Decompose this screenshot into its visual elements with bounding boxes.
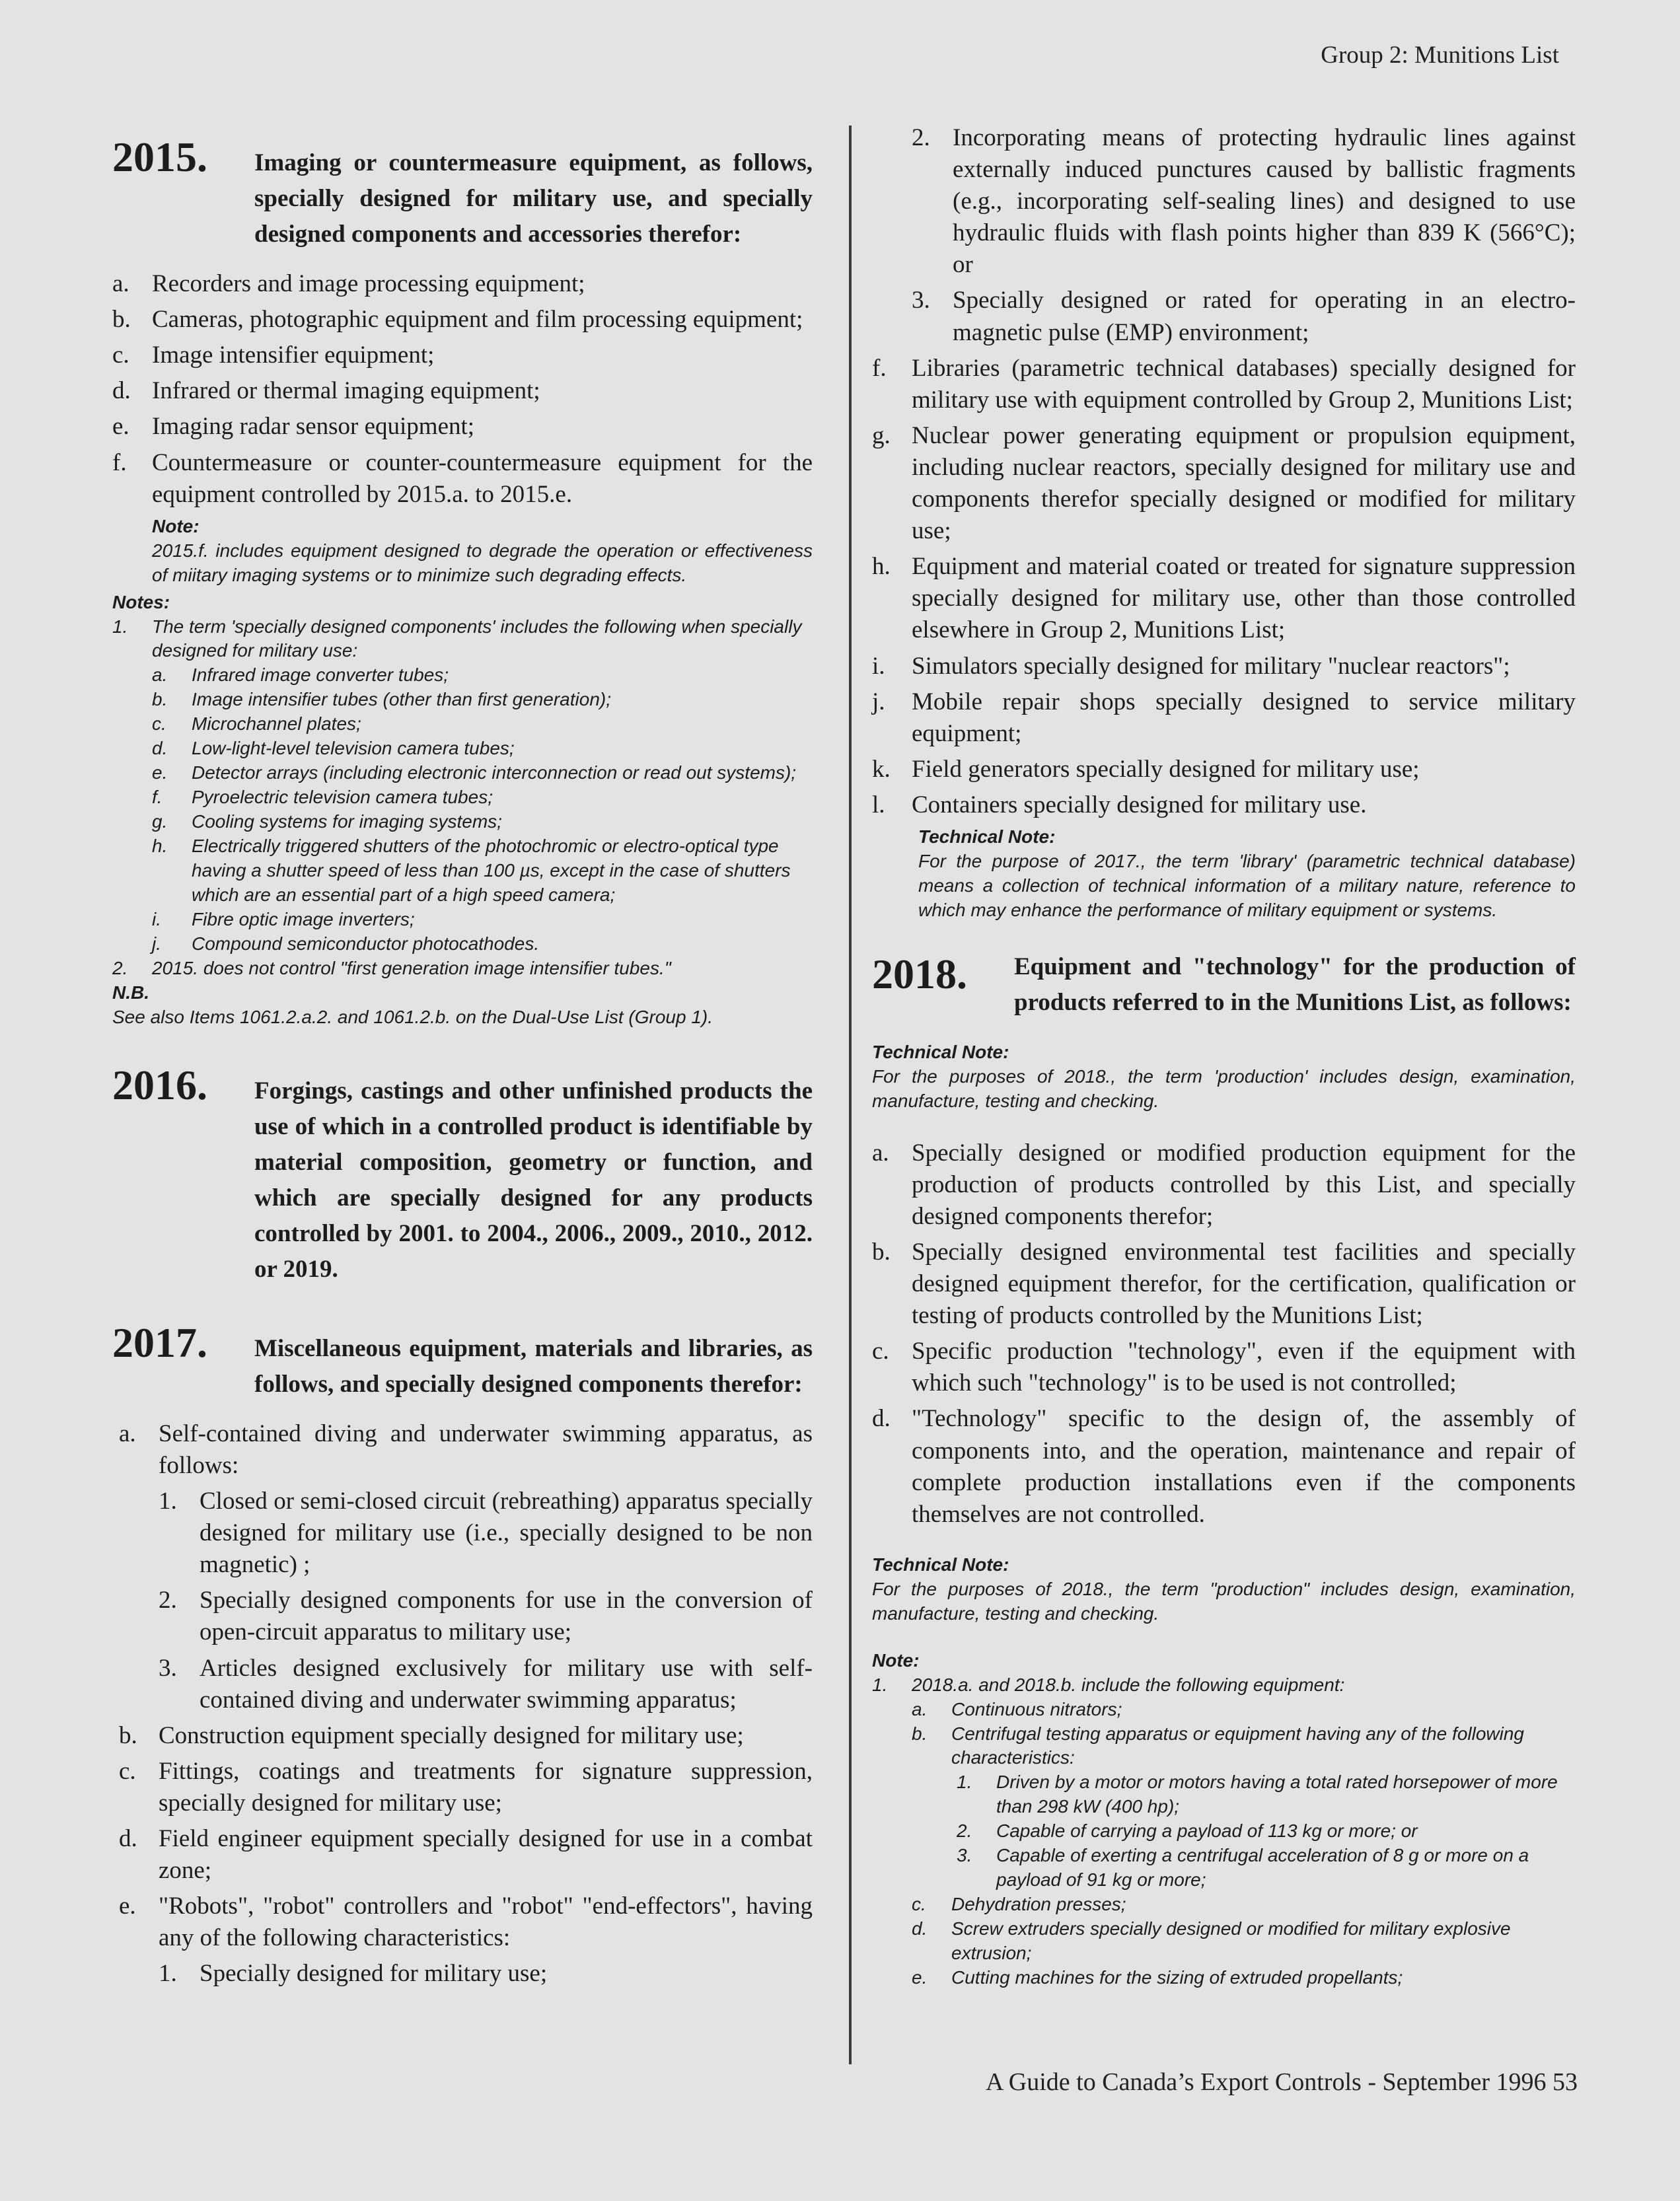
note-label: e. — [152, 762, 168, 783]
list-item — [872, 1137, 1576, 1233]
note-subitem — [112, 834, 813, 908]
item-label: i. — [872, 652, 885, 680]
list-item — [872, 789, 1576, 821]
nb-2015 — [112, 981, 813, 1030]
note-subitem — [112, 810, 813, 834]
list-item — [872, 651, 1576, 682]
note-2015f — [112, 515, 813, 588]
note-text: Centrifugal testing apparatus or equipment having any of the following characteristics: — [951, 1723, 1524, 1768]
item-label: d. — [112, 377, 131, 405]
note-subitem — [112, 737, 813, 761]
note-label: d. — [912, 1918, 928, 1939]
left-column — [112, 132, 813, 1994]
note-label: i. — [152, 908, 161, 929]
note-subsubitem — [872, 1770, 1576, 1819]
note-label: a. — [152, 665, 168, 686]
item-text: Recorders and image processing equipment; — [152, 270, 585, 298]
list-item — [872, 420, 1576, 547]
item-text: Specific production "technology", even if the equipment with which such "technology" is to be used is not controlled; — [912, 1338, 1576, 1397]
item-label: 1. — [159, 1488, 177, 1515]
note-text: Compound semiconductor photocathodes. — [192, 933, 540, 954]
item-label: c. — [119, 1757, 136, 1785]
list-subitem — [872, 285, 1576, 348]
note-text: Electrically triggered shutters of the photochromic or electro-optical type having a shutter speed of less than 100 µs, except in the case of shutters which are an essential part of a high speed camera; — [192, 836, 791, 905]
note-label: e. — [912, 1967, 928, 1988]
notes-heading: Notes: — [112, 591, 170, 612]
item-text: "Technology" specific to the design of, the assembly of components into, and the operation, maintenance and repair of complete production installations even if the components themselves are not controlled. — [912, 1405, 1576, 1528]
section-number: 2018. — [872, 950, 967, 997]
item-label: j. — [872, 688, 885, 715]
note-subitem — [112, 761, 813, 785]
note-text: Fibre optic image inverters; — [192, 908, 415, 929]
note-label: h. — [152, 836, 168, 857]
item-label: 1. — [159, 1960, 177, 1988]
item-label: a. — [872, 1139, 889, 1167]
note-label: 3. — [957, 1845, 972, 1866]
list-item — [872, 1237, 1576, 1332]
item-text: Cameras, photographic equipment and film processing equipment; — [152, 306, 803, 334]
note-text: For the purposes of 2018., the term 'production' includes design, examination, manufacture, testing and checking. — [872, 1065, 1576, 1111]
section-2018-items — [872, 1137, 1576, 1531]
item-label: b. — [119, 1721, 137, 1749]
technical-note-2018-b — [872, 1553, 1576, 1626]
list-subitem — [119, 1958, 813, 1990]
note-subitem — [112, 932, 813, 956]
list-item — [119, 1823, 813, 1887]
section-2017-items — [112, 1418, 813, 1990]
technical-note-2018-a — [872, 1040, 1576, 1114]
item-text: Infrared or thermal imaging equipment; — [152, 377, 540, 405]
section-2015-heading — [112, 132, 813, 252]
note-text: Cooling systems for imaging systems; — [192, 811, 502, 832]
right-column — [872, 122, 1576, 1990]
note-label: b. — [152, 689, 168, 710]
item-text: Imaging radar sensor equipment; — [152, 413, 475, 441]
item-label: a. — [112, 270, 129, 298]
technical-note-2017 — [872, 825, 1576, 923]
note-label: d. — [152, 738, 168, 759]
notes-2015 — [112, 591, 813, 615]
note-text: 2018.a. and 2018.b. include the following equipment: — [912, 1674, 1345, 1695]
item-text: Equipment and material coated or treated for signature suppression specially designed for military use, other than those controlled elsewhere in Group 2, Munitions List; — [912, 553, 1576, 644]
note-label: 1. — [872, 1674, 888, 1695]
note-subitem — [112, 712, 813, 737]
note-label: 2. — [957, 1821, 972, 1842]
section-number: 2016. — [112, 1061, 207, 1108]
item-text: Containers specially designed for military use. — [912, 791, 1367, 818]
note-text: The term 'specially designed components' includes the following when specially designed for military use: — [152, 616, 802, 661]
note-label: j. — [152, 933, 161, 954]
list-subitem — [872, 122, 1576, 281]
note-label: c. — [912, 1894, 926, 1915]
item-text: Specially designed for military use; — [200, 1960, 548, 1988]
note-label: 1. — [957, 1772, 972, 1793]
item-text: Self-contained diving and underwater swimming apparatus, as follows: — [159, 1420, 813, 1479]
item-label: c. — [872, 1338, 889, 1365]
page-footer: A Guide to Canada’s Export Controls - September 1996 53 — [985, 2068, 1578, 2096]
note-text: For the purpose of 2017., the term 'library' (parametric technical database) means a collection of technical information of a military nature, reference to which may enhance the performance of military equipment or systems. — [918, 850, 1576, 920]
note-subitem — [112, 785, 813, 810]
item-label: f. — [112, 449, 127, 476]
section-number: 2017. — [112, 1318, 207, 1366]
item-label: b. — [112, 306, 131, 334]
note-text: Cutting machines for the sizing of extruded propellants; — [951, 1967, 1403, 1988]
section-2016-heading — [112, 1060, 813, 1287]
note-text: Low-light-level television camera tubes; — [192, 738, 515, 759]
list-item — [119, 1418, 813, 1482]
item-text: Fittings, coatings and treatments for signature suppression, specially designed for military use; — [159, 1757, 813, 1817]
note-text: Pyroelectric television camera tubes; — [192, 787, 493, 808]
note-text: Capable of exerting a centrifugal acceleration of 8 g or more on a payload of 91 kg or more; — [996, 1845, 1529, 1891]
note-item — [872, 1673, 1576, 1698]
item-text: Libraries (parametric technical databases) specially designed for military use with equipment controlled by Group 2, Munitions List; — [912, 354, 1576, 414]
list-subitem — [119, 1653, 813, 1716]
item-label: b. — [872, 1238, 891, 1266]
note-text: Capable of carrying a payload of 113 kg or more; or — [996, 1821, 1418, 1842]
item-text: Nuclear power generating equipment or propulsion equipment, including nuclear reactors, specially designed for military use and components therefor specially designed or modified for military use; — [912, 421, 1576, 545]
list-subitem — [119, 1585, 813, 1648]
item-text: Countermeasure or counter-countermeasure equipment for the equipment controlled by 2015.a. to 2015.e. — [152, 449, 813, 508]
note-text: Detector arrays (including electronic interconnection or read out systems); — [192, 762, 797, 783]
item-text: Field generators specially designed for military use; — [912, 755, 1420, 783]
note-subitem — [872, 1917, 1576, 1966]
nb-text: See also Items 1061.2.a.2. and 1061.2.b. on the Dual-Use List (Group 1). — [112, 1006, 713, 1027]
note-label: a. — [912, 1698, 928, 1719]
list-item — [112, 375, 813, 407]
item-text: Specially designed environmental test facilities and specially designed equipment therefor, for the certification, qualification or testing of products controlled by the Munitions List; — [912, 1238, 1576, 1330]
note-text: 2015. does not control "first generation image intensifier tubes." — [152, 957, 671, 978]
item-label: k. — [872, 755, 891, 783]
note-text: Driven by a motor or motors having a total rated horsepower of more than 298 kW (400 hp); — [996, 1772, 1558, 1817]
item-text: "Robots", "robot" controllers and "robot" "end-effectors", having any of the following characteristics: — [159, 1893, 813, 1952]
note-item — [112, 615, 813, 664]
note-label: 2. — [112, 957, 128, 978]
note-subitem — [112, 908, 813, 932]
nb-heading: N.B. — [112, 982, 149, 1003]
note-text: Microchannel plates; — [192, 713, 361, 735]
item-label: e. — [119, 1893, 136, 1920]
running-header: Group 2: Munitions List — [1321, 42, 1559, 69]
item-text: Articles designed exclusively for military use with self-contained diving and underwater swimming apparatus; — [200, 1654, 813, 1714]
note-subitem — [112, 663, 813, 688]
item-label: 2. — [159, 1587, 177, 1614]
note-subitem — [872, 1722, 1576, 1771]
note-text: 2015.f. includes equipment designed to degrade the operation or effectiveness of miitary imaging systems or to minimize such degrading effects. — [152, 540, 813, 585]
section-title: Miscellaneous equipment, materials and libraries, as follows, and specially designed components therefor: — [254, 1334, 813, 1398]
note-text: Screw extruders specially designed or modified for military explosive extrusion; — [951, 1918, 1511, 1964]
item-text: Closed or semi-closed circuit (rebreathing) apparatus specially designed for military use (i.e., specially designed to be non magnetic) ; — [200, 1488, 813, 1579]
section-title: Forgings, castings and other unfinished products the use of which in a controlled product is identifiable by material composition, geometry or function, and which are specially designed for any products controlled by 2001. to 2004., 2006., 2009., 2010., 2012. or 2019. — [254, 1077, 813, 1283]
list-item — [872, 551, 1576, 646]
list-subitem — [119, 1486, 813, 1581]
item-text: Mobile repair shops specially designed to service military equipment; — [912, 688, 1576, 747]
note-subsubitem — [872, 1819, 1576, 1844]
list-item — [872, 1403, 1576, 1530]
item-label: 3. — [912, 287, 930, 314]
note-subitem — [112, 688, 813, 712]
note-heading: Technical Note: — [872, 1041, 1009, 1062]
note-label: b. — [912, 1723, 928, 1744]
item-text: Image intensifier equipment; — [152, 342, 435, 369]
item-text: Specially designed or modified production equipment for the production of products controlled by this List, and specially designed components therefor; — [912, 1139, 1576, 1230]
list-item — [112, 304, 813, 336]
note-label: f. — [152, 787, 163, 808]
list-item — [112, 447, 813, 511]
item-label: g. — [872, 421, 891, 449]
section-2018-heading — [872, 949, 1576, 1021]
list-item — [119, 1891, 813, 1954]
item-label: 2. — [912, 124, 930, 151]
section-number: 2015. — [112, 133, 207, 180]
list-item — [872, 1336, 1576, 1399]
note-text: For the purposes of 2018., the term "production" includes design, examination, manufacture, testing and checking. — [872, 1578, 1576, 1624]
note-heading: Technical Note: — [872, 1554, 1009, 1575]
note-heading: Note: — [152, 515, 200, 536]
note-2018 — [872, 1649, 1576, 1673]
list-item — [112, 268, 813, 300]
section-title: Equipment and "technology" for the production of products referred to in the Munitions List, as follows: — [1014, 953, 1576, 1016]
note-label: c. — [152, 713, 166, 735]
note-label: g. — [152, 811, 168, 832]
list-item — [872, 353, 1576, 416]
item-label: e. — [112, 413, 129, 441]
column-divider — [849, 126, 852, 2064]
item-text: Field engineer equipment specially designed for use in a combat zone; — [159, 1824, 813, 1885]
item-label: d. — [119, 1824, 137, 1852]
list-item — [872, 754, 1576, 785]
note-subsubitem — [872, 1844, 1576, 1893]
item-text: Construction equipment specially designed for military use; — [159, 1721, 744, 1749]
note-subitem — [872, 1893, 1576, 1917]
note-subitem — [872, 1966, 1576, 1990]
note-text: Image intensifier tubes (other than first generation); — [192, 689, 612, 710]
item-text: Specially designed components for use in the conversion of open-circuit apparatus to military use; — [200, 1587, 813, 1646]
item-label: c. — [112, 342, 129, 369]
item-text: Incorporating means of protecting hydraulic lines against externally induced punctures caused by ballistic fragments (e.g., incorporating self-sealing lines) and designed to use hydraulic fluids with flash points higher than 839 K (566°C); or — [953, 124, 1576, 279]
note-text: Continuous nitrators; — [951, 1698, 1122, 1719]
item-label: d. — [872, 1405, 891, 1433]
note-subitem — [872, 1698, 1576, 1722]
section-2017-heading — [112, 1318, 813, 1402]
list-item — [872, 686, 1576, 750]
list-item — [112, 411, 813, 443]
item-label: f. — [872, 354, 887, 382]
list-item — [119, 1720, 813, 1752]
note-label: 1. — [112, 616, 128, 637]
item-text: Specially designed or rated for operating in an electro-magnetic pulse (EMP) environment; — [953, 287, 1576, 346]
list-item — [119, 1756, 813, 1819]
item-label: a. — [119, 1420, 136, 1447]
section-title: Imaging or countermeasure equipment, as follows, specially designed for military use, and specially designed components and accessories therefor: — [254, 149, 813, 248]
item-label: h. — [872, 553, 891, 581]
item-text: Simulators specially designed for military "nuclear reactors"; — [912, 652, 1510, 680]
list-item — [112, 340, 813, 371]
note-heading: Note: — [872, 1649, 920, 1671]
section-2015-items — [112, 268, 813, 511]
note-item — [112, 956, 813, 981]
item-label: l. — [872, 791, 885, 818]
note-text: Infrared image converter tubes; — [192, 665, 449, 686]
item-label: 3. — [159, 1654, 177, 1682]
note-heading: Technical Note: — [918, 826, 1056, 847]
note-text: Dehydration presses; — [951, 1894, 1126, 1915]
